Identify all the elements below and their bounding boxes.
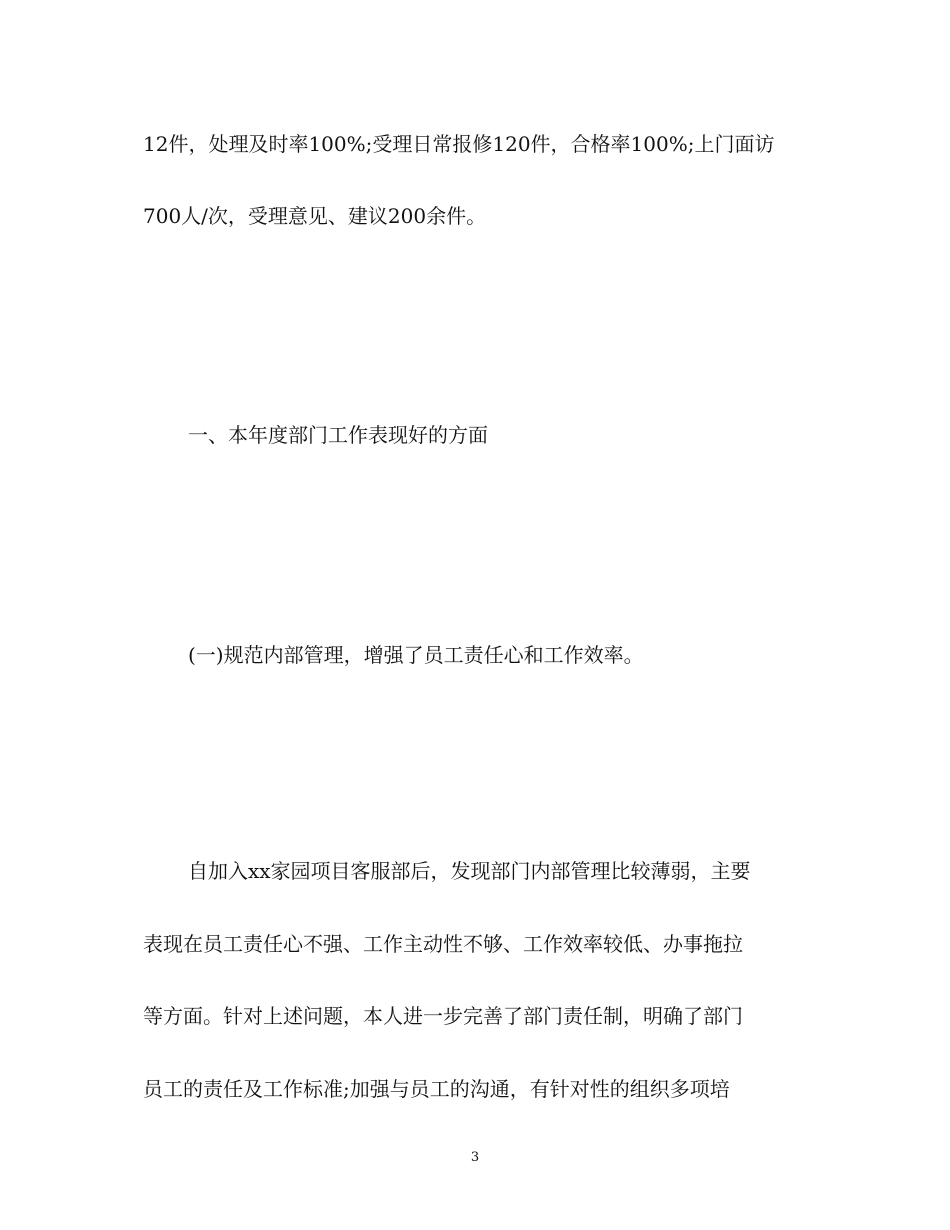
paragraph-line-4: 员工的责任及工作标准;加强与员工的沟通，有针对性的组织多项培 — [143, 1077, 730, 1101]
continuation-line-2: 700人/次，受理意见、建议200余件。 — [143, 204, 487, 228]
section-heading: 一、本年度部门工作表现好的方面 — [188, 423, 488, 447]
subsection-heading: (一)规范内部管理，增强了员工责任心和工作效率。 — [188, 643, 644, 667]
paragraph-line-1: 自加入xx家园项目客服部后，发现部门内部管理比较薄弱，主要 — [188, 859, 751, 883]
page-number: 3 — [470, 1150, 480, 1165]
paragraph-line-3: 等方面。针对上述问题，本人进一步完善了部门责任制，明确了部门 — [143, 1004, 743, 1028]
paragraph-line-2: 表现在员工责任心不强、工作主动性不够、工作效率较低、办事拖拉 — [143, 932, 743, 956]
continuation-line-1: 12件，处理及时率100%;受理日常报修120件，合格率100%;上门面访 — [143, 132, 775, 156]
